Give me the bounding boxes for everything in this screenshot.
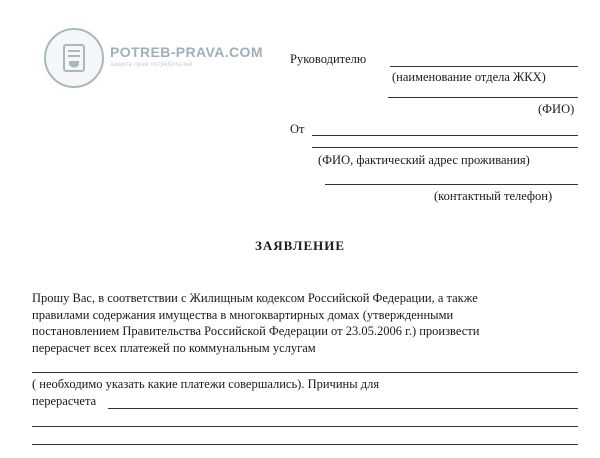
from-line [312, 135, 578, 136]
logo-site-name: POTREB-PRAVA.COM [110, 44, 263, 60]
reason-line [108, 408, 578, 409]
payments-hint: ( необходимо указать какие платежи совершались). Причины для [32, 377, 380, 391]
reason-line [32, 426, 578, 427]
document-shield-icon [44, 28, 104, 88]
logo-tagline: защита прав потребителей [110, 62, 193, 68]
from-hint: (ФИО, фактический адрес проживания) [318, 153, 530, 167]
to-hint: (наименование отдела ЖКХ) [392, 70, 546, 84]
fio-hint: (ФИО) [538, 102, 575, 116]
fio-line [388, 97, 578, 98]
request-paragraph [32, 290, 577, 356]
reason-line [32, 444, 578, 445]
to-label: Руководителю [290, 52, 367, 66]
request-line: правилами содержания имущества в многоквартирных домах (утвержденными [32, 307, 454, 322]
payments-line [32, 372, 578, 373]
from-label: От [290, 122, 305, 136]
request-line: перерасчет всех платежей по коммунальным услугам [32, 340, 316, 355]
request-line: Прошу Вас, в соответствии с Жилищным кодексом Российской Федерации, а также [32, 291, 478, 305]
phone-hint: (контактный телефон) [434, 189, 553, 203]
reason-label: перерасчета [32, 394, 97, 408]
request-line: постановлением Правительства Российской Федерации от 23.05.2006 г.) произвести [32, 324, 480, 338]
to-line [390, 66, 578, 67]
phone-line [325, 184, 578, 185]
document-title: ЗАЯВЛЕНИЕ [254, 238, 346, 253]
site-logo [44, 24, 284, 86]
address-line [312, 147, 578, 148]
